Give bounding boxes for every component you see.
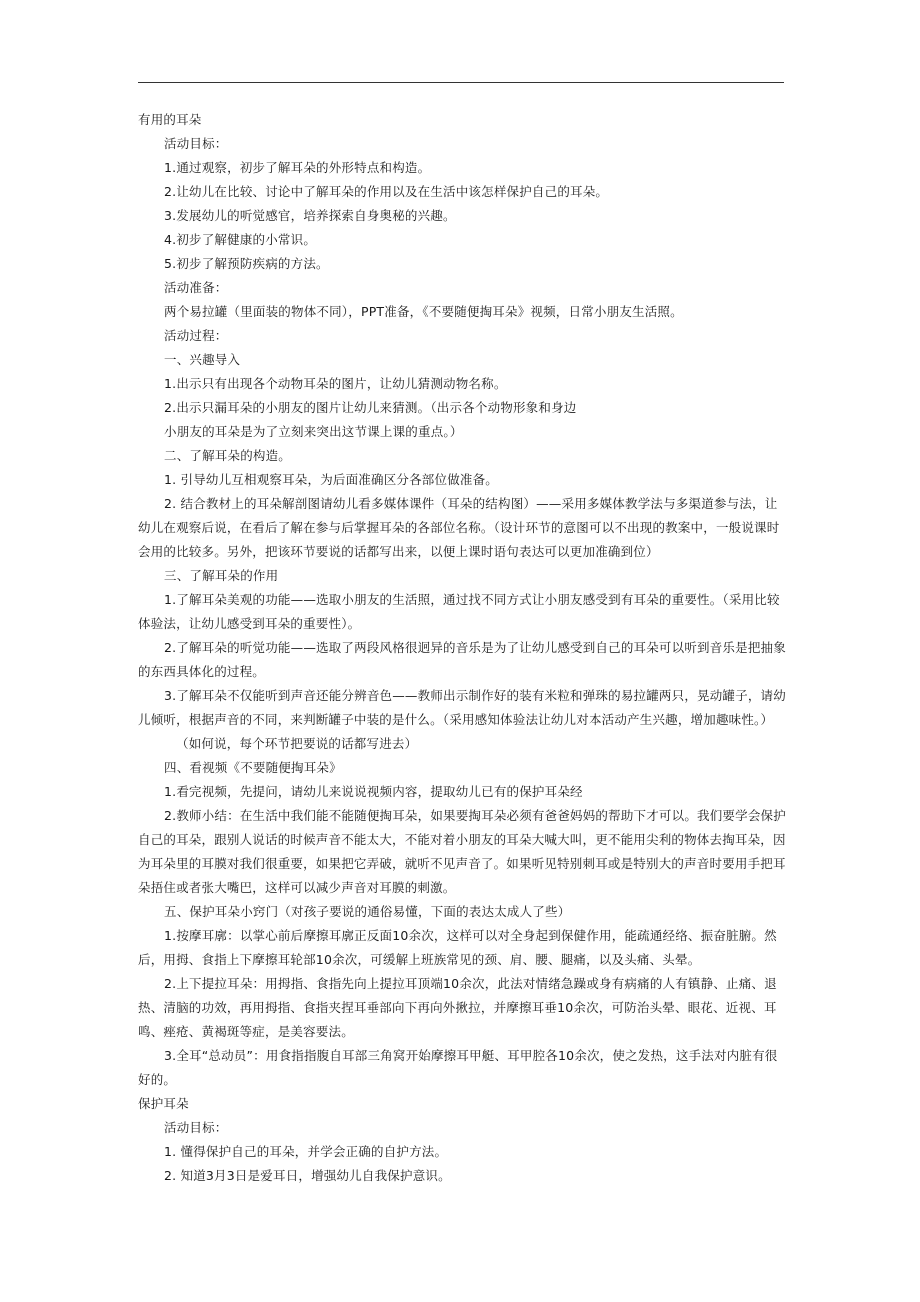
goal-item: 5.初步了解预防疾病的方法。 — [164, 256, 329, 271]
goal-item: 1. 懂得保护自己的耳朵，并学会正确的自护方法。 — [164, 1144, 448, 1159]
step-item: 1.按摩耳廓：以掌心前后摩擦耳廓正反面10余次，这样可以对全身起到保健作用，能疏通经络、振奋脏腑。然后，用拇、食指上下摩擦耳轮部10余次，可缓解上班族常见的颈、肩、腰、腿痛，以及头痛、头晕。 — [138, 928, 777, 967]
goals-heading: 活动目标： — [164, 136, 228, 151]
prep-heading: 活动准备： — [164, 280, 228, 295]
step-item: 2.教师小结：在生活中我们能不能随便掏耳朵，如果要掏耳朵必须有爸爸妈妈的帮助下才可以。我们要学会保护自己的耳朵，跟别人说话的时候声音不能太大，不能对着小朋友的耳朵大喊大叫，更不能用尖利的物体去掏耳朵，因为耳朵里的耳膜对我们很重要，如果把它弄破，就听不见声音了。如果听见特别刺耳或是特别大的声音时要用手把耳朵捂住或者张大嘴巴，这样可以减少声音对耳膜的刺激。 — [138, 808, 786, 895]
step-item: 1.了解耳朵美观的功能——选取小朋友的生活照，通过找不同方式让小朋友感受到有耳朵的重要性。（采用比较体验法，让幼儿感受到耳朵的重要性）。 — [138, 592, 780, 631]
goal-item: 2.让幼儿在比较、讨论中了解耳朵的作用以及在生活中该怎样保护自己的耳朵。 — [164, 184, 609, 199]
section-heading: 二、了解耳朵的构造。 — [164, 448, 292, 463]
step-item: 1.看完视频，先提问，请幼儿来说说视频内容，提取幼儿已有的保护耳朵经 — [164, 784, 583, 799]
goal-item: 2. 知道3月3日是爱耳日，增强幼儿自我保护意识。 — [164, 1168, 451, 1183]
step-item: 2. 结合教材上的耳朵解剖图请幼儿看多媒体课件（耳朵的结构图）——采用多媒体教学法与多渠道参与法，让幼儿在观察后说，在看后了解在参与后掌握耳朵的各部位名称。（设计环节的意图可以不出现的教案中，一般说课时会用的比较多。另外，把该环节要说的话都写出来，以便上课时语句表达可以更加准确到位） — [138, 496, 780, 559]
header-rule — [138, 82, 784, 83]
step-item: 2.出示只漏耳朵的小朋友的图片让幼儿来猜测。（出示各个动物形象和身边 — [164, 400, 577, 415]
goals-heading: 活动目标： — [164, 1120, 228, 1135]
goal-item: 4.初步了解健康的小常识。 — [164, 232, 317, 247]
doc-title: 保护耳朵 — [138, 1096, 189, 1111]
step-item: 1. 引导幼儿互相观察耳朵，为后面准确区分各部位做准备。 — [164, 472, 499, 487]
step-item: 3.全耳“总动员”：用食指指腹自耳部三角窝开始摩擦耳甲艇、耳甲腔各10余次，使之发热，这手法对内脏有很好的。 — [138, 1048, 778, 1087]
goal-item: 3.发展幼儿的听觉感官，培养探索自身奥秘的兴趣。 — [164, 208, 456, 223]
step-item: 1.出示只有出现各个动物耳朵的图片，让幼儿猜测动物名称。 — [164, 376, 507, 391]
section-heading: 一、兴趣导入 — [164, 352, 241, 367]
section-heading: 五、保护耳朵小窍门（对孩子要说的通俗易懂，下面的表达太成人了些） — [164, 904, 571, 919]
document-body — [138, 108, 786, 1188]
section-note: （如何说，每个环节把要说的话都写进去） — [176, 736, 418, 751]
prep-text: 两个易拉罐（里面装的物体不同），PPT准备，《不要随便掏耳朵》视频，日常小朋友生活照。 — [164, 304, 683, 319]
step-item: 3.了解耳朵不仅能听到声音还能分辨音色——教师出示制作好的装有米粒和弹珠的易拉罐两只，晃动罐子，请幼儿倾听，根据声音的不同，来判断罐子中装的是什么。（采用感知体验法让幼儿对本活动产生兴趣，增加趣味性。） — [138, 688, 786, 727]
step-item: 2.了解耳朵的听觉功能——选取了两段风格很迥异的音乐是为了让幼儿感受到自己的耳朵可以听到音乐是把抽象的东西具体化的过程。 — [138, 640, 786, 679]
process-heading: 活动过程： — [164, 328, 228, 343]
step-item: 2.上下提拉耳朵：用拇指、食指先向上提拉耳顶端10余次，此法对情绪急躁或身有病痛的人有镇静、止痛、退热、清脑的功效，再用拇指、食指夹捏耳垂部向下再向外揪拉，并摩擦耳垂10余次，可防治头晕、眼花、近视、耳鸣、痤疮、黄褐斑等症，是美容要法。 — [138, 976, 777, 1039]
section-heading: 三、了解耳朵的作用 — [164, 568, 279, 583]
doc-title: 有用的耳朵 — [138, 112, 202, 127]
section-heading: 四、看视频《不要随便掏耳朵》 — [164, 760, 342, 775]
step-item-continuation: 小朋友的耳朵是为了立刻来突出这节课上课的重点。） — [164, 424, 463, 439]
goal-item: 1.通过观察，初步了解耳朵的外形特点和构造。 — [164, 160, 431, 175]
